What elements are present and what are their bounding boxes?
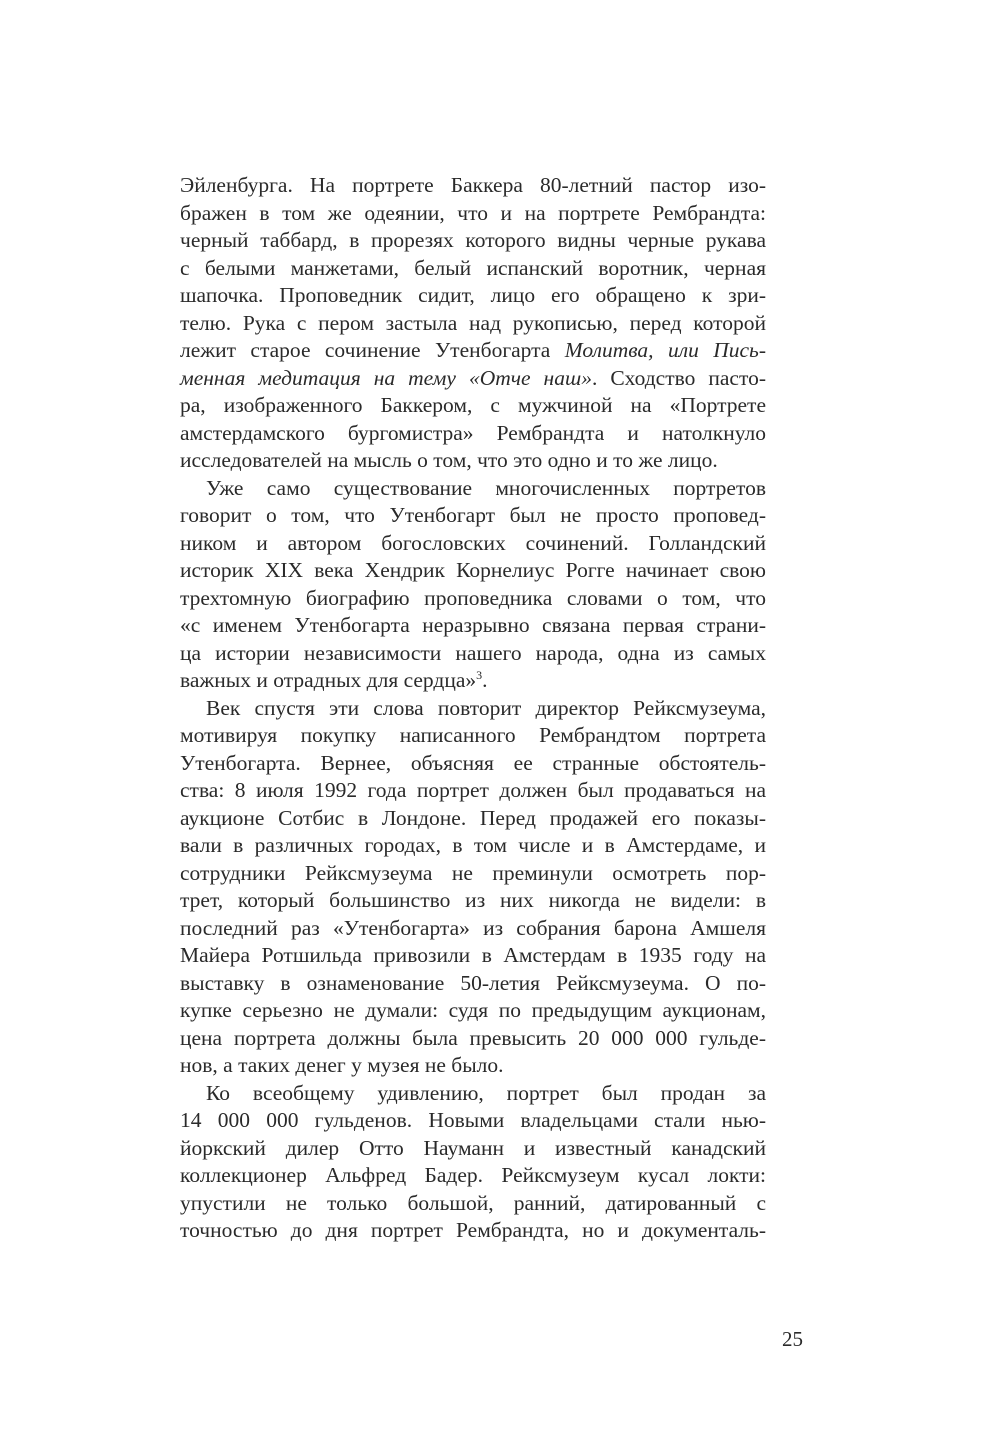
text-run: ра, изображенного Баккером, с мужчиной на «Портрете (180, 393, 766, 417)
text-run: Ко всеобщему удивлению, портрет был продан за (206, 1080, 766, 1105)
text-run: 14 000 000 гульденов. Новыми владельцами стали нью- (180, 1108, 766, 1132)
text-line (180, 282, 766, 310)
text-line (180, 310, 766, 338)
text-run: трехтомную биографию проповедника словами о том, что (180, 585, 766, 610)
text-line (180, 365, 766, 393)
text-line (180, 1025, 766, 1053)
text-run: историк XIX века Хендрик Корнелиус Рогге начинает свою (180, 558, 766, 582)
text-run: . (482, 668, 488, 692)
text-run: последний раз «Утенбогарта» из собрания барона Амшеля (180, 915, 766, 940)
text-run: черный таббард, в прорезях которого видны черные рукава (180, 228, 766, 252)
text-line (180, 557, 766, 585)
text-line (180, 1052, 766, 1080)
text-line (180, 1080, 766, 1108)
text-run: бражен в том же одеянии, что и на портрете Рембрандта: (180, 200, 766, 225)
text-line (180, 530, 766, 558)
text-line (180, 750, 766, 778)
text-line (180, 172, 766, 200)
text-line (180, 970, 766, 998)
text-line (180, 475, 766, 503)
text-run: Век спустя эти слова повторит директор Рейксмузеума, (206, 695, 766, 720)
text-line (180, 695, 766, 723)
text-run: важных и отрадных для сердца» (180, 668, 477, 692)
paragraph (180, 695, 766, 1080)
text-line (180, 502, 766, 530)
text-line (180, 420, 766, 448)
text-run: трет, который большинство из них никогда не видели: в (180, 888, 766, 912)
text-run: ства: 8 июля 1992 года портрет должен был продаваться на (180, 778, 766, 802)
text-run: . Сходство пасто- (591, 365, 766, 390)
text-run: с белыми манжетами, белый испанский воротник, черная (180, 255, 766, 280)
footnote-ref: 3 (476, 667, 483, 682)
text-line (180, 585, 766, 613)
text-line (180, 227, 766, 255)
text-run: «с именем Утенбогарта неразрывно связана первая страни- (180, 613, 766, 637)
text-run: говорит о том, что Утенбогарт был не просто проповед- (180, 503, 766, 527)
text-run: ца истории независимости нашего народа, одна из самых (180, 640, 766, 665)
text-line (180, 447, 766, 475)
paragraph (180, 172, 766, 475)
text-line (180, 1107, 766, 1135)
text-run: купке серьезно не думали: судя по предыдущим аукционам, (180, 998, 766, 1022)
text-run: амстердамского бургомистра» Рембрандта и натолкнуло (180, 420, 766, 445)
text-line (180, 640, 766, 668)
text-line (180, 392, 766, 420)
text-run: Эйленбурга. На портрете Баккера 80-летний пастор изо- (180, 173, 766, 197)
text-line (180, 1217, 766, 1245)
italic-title: Молитва, или Пись- (564, 338, 767, 362)
text-line (180, 1135, 766, 1163)
text-run: лежит старое сочинение Утенбогарта (180, 338, 565, 362)
page-number: 25 (782, 1327, 803, 1351)
text-run: ником и автором богословских сочинений. Голландский (180, 530, 766, 555)
text-line (180, 722, 766, 750)
text-line (180, 777, 766, 805)
body-text (180, 172, 766, 1245)
text-run: коллекционер Альфред Бадер. Рейксмузеум кусал локти: (180, 1163, 766, 1187)
italic-title: менная медитация на тему «Отче наш» (180, 365, 592, 390)
text-line (180, 1190, 766, 1218)
text-run: Утенбогарта. Вернее, объясняя ее странные обстоятель- (180, 750, 766, 775)
text-run: нов, а таких денег у музея не было. (180, 1053, 504, 1077)
text-line (180, 805, 766, 833)
text-run: шапочка. Проповедник сидит, лицо его обращено к зри- (180, 283, 766, 307)
text-line (180, 942, 766, 970)
text-line (180, 832, 766, 860)
text-run: упустили не только большой, ранний, датированный с (180, 1190, 766, 1215)
text-run: мотивируя покупку написанного Рембрандтом портрета (180, 723, 766, 747)
text-run: йоркский дилер Отто Науманн и известный канадский (180, 1135, 766, 1160)
text-line (180, 997, 766, 1025)
text-run: точностью до дня портрет Рембрандта, но и документаль- (180, 1218, 766, 1242)
text-run: выставку в ознаменование 50-летия Рейксмузеума. О по- (180, 970, 766, 995)
text-run: сотрудники Рейксмузеума не преминули осмотреть пор- (180, 860, 766, 885)
text-line (180, 860, 766, 888)
text-line (180, 200, 766, 228)
text-run: цена портрета должны была превысить 20 000 000 гульде- (180, 1025, 766, 1050)
text-run: телю. Рука с пером застыла над рукописью, перед которой (180, 310, 766, 335)
paragraph (180, 1080, 766, 1245)
text-run: Уже само существование многочисленных портретов (206, 475, 766, 500)
text-run: исследователей на мысль о том, что это одно и то же лицо. (180, 448, 718, 472)
text-line (180, 887, 766, 915)
text-run: Майера Ротшильда привозили в Амстердам в 1935 году на (180, 943, 766, 967)
text-line (180, 667, 766, 695)
text-line (180, 1162, 766, 1190)
text-line (180, 255, 766, 283)
text-line (180, 915, 766, 943)
text-line (180, 337, 766, 365)
text-run: вали в различных городах, в том числе и в Амстердаме, и (180, 833, 766, 857)
text-run: аукционе Сотбис в Лондоне. Перед продажей его показы- (180, 805, 766, 830)
paragraph (180, 475, 766, 695)
text-line (180, 612, 766, 640)
